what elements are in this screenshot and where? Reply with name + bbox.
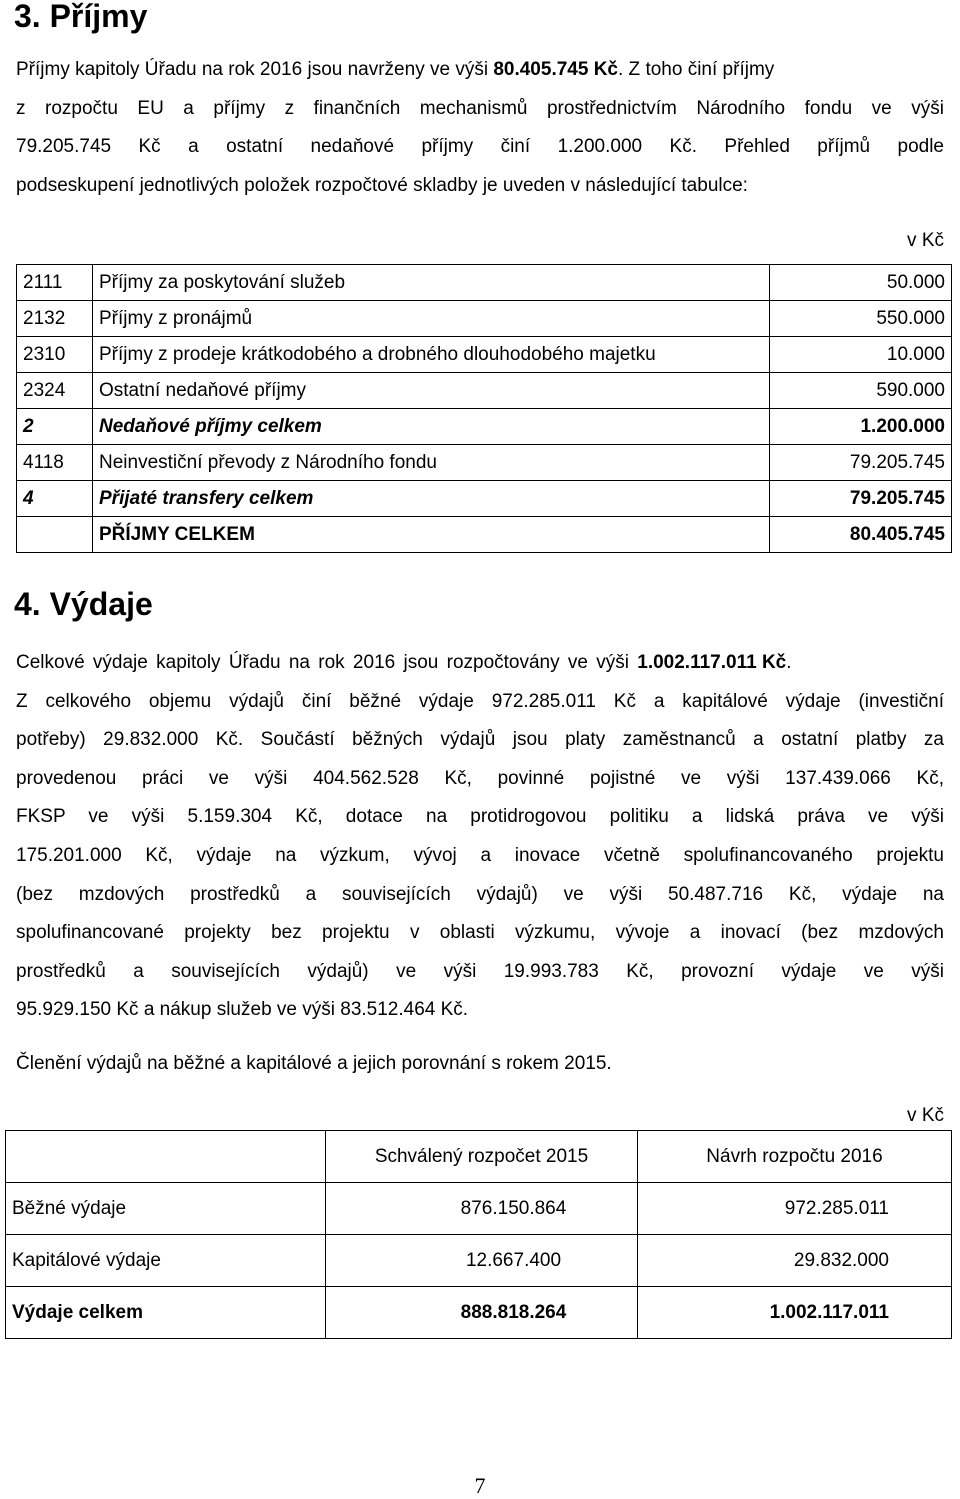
- value-2016: 29.832.000: [638, 1235, 952, 1287]
- value-2015: 12.667.400: [326, 1235, 638, 1287]
- item-value: 79.205.745: [770, 445, 952, 481]
- paragraph-line: FKSP ve výši 5.159.304 Kč, dotace na protidrogovou politiku a lidská práva ve výši: [16, 806, 944, 828]
- page-number: 7: [474, 1473, 486, 1498]
- paragraph-line: spolufinancované projekty bez projektu v oblasti výzkumu, vývoje a inovací (bez mzdových: [16, 922, 944, 944]
- section-4-paragraph: [16, 644, 944, 1030]
- currency-unit-label: v Kč: [907, 230, 944, 251]
- expenditure-table: [5, 1130, 952, 1339]
- item-value: 50.000: [770, 265, 952, 301]
- item-value: 79.205.745: [770, 481, 952, 517]
- revenue-table: [16, 264, 952, 553]
- value-2015: 876.150.864: [326, 1183, 638, 1235]
- value-2015: 888.818.264: [326, 1287, 638, 1339]
- paragraph-line: 175.201.000 Kč, výdaje na výzkum, vývoj a inovace včetně spolufinancovaného projektu: [16, 844, 944, 866]
- item-code: 2111: [17, 265, 93, 301]
- row-label: Kapitálové výdaje: [6, 1235, 326, 1287]
- item-name: Neinvestiční převody z Národního fondu: [93, 445, 770, 481]
- table-row: [17, 265, 952, 301]
- item-code: 4118: [17, 445, 93, 481]
- paragraph-line: 95.929.150 Kč a nákup služeb ve výši 83.512.464 Kč.: [16, 999, 469, 1021]
- header-cell: Návrh rozpočtu 2016: [638, 1131, 952, 1183]
- item-name: Přijaté transfery celkem: [93, 481, 770, 517]
- paragraph-line: prostředků a souvisejících výdajů) ve výši 19.993.783 Kč, provozní výdaje ve výši: [16, 960, 944, 982]
- paragraph-line: potřeby) 29.832.000 Kč. Součástí běžných výdajů jsou platy zaměstnanců a ostatní platby za: [16, 729, 944, 751]
- currency-unit-label: v Kč: [907, 1105, 944, 1126]
- item-value: 10.000: [770, 337, 952, 373]
- item-code: 2310: [17, 337, 93, 373]
- table-row: [6, 1183, 952, 1235]
- value-2016: 972.285.011: [638, 1183, 952, 1235]
- table-header-row: [6, 1131, 952, 1183]
- paragraph-line: provedenou práci ve výši 404.562.528 Kč, povinné pojistné ve výši 137.439.066 Kč,: [16, 767, 944, 789]
- table-row: [6, 1287, 952, 1339]
- table-row: [17, 517, 952, 553]
- item-name: Ostatní nedaňové příjmy: [93, 373, 770, 409]
- item-name: Nedaňové příjmy celkem: [93, 409, 770, 445]
- item-code: 2132: [17, 301, 93, 337]
- item-value: 590.000: [770, 373, 952, 409]
- section-4-title: 4. Výdaje: [14, 586, 153, 622]
- item-code: [17, 517, 93, 553]
- table-row: [6, 1235, 952, 1287]
- table-row: [17, 409, 952, 445]
- table-row: [17, 445, 952, 481]
- item-code: 2: [17, 409, 93, 445]
- paragraph-line: Z celkového objemu výdajů činí běžné výdaje 972.285.011 Kč a kapitálové výdaje (investiční: [16, 690, 944, 712]
- header-cell: [6, 1131, 326, 1183]
- item-name: Příjmy za poskytování služeb: [93, 265, 770, 301]
- table-row: [17, 481, 952, 517]
- item-name: Příjmy z pronájmů: [93, 301, 770, 337]
- item-value: 80.405.745: [770, 517, 952, 553]
- paragraph-line: z rozpočtu EU a příjmy z finančních mechanismů prostřednictvím Národního fondu ve výši: [16, 97, 944, 119]
- item-value: 1.200.000: [770, 409, 952, 445]
- section-3-title: 3. Příjmy: [14, 0, 148, 34]
- paragraph-line: Celkové výdaje kapitoly Úřadu na rok 2016 jsou rozpočtovány ve výši 1.002.117.011 Kč.: [16, 652, 792, 673]
- item-code: 2324: [17, 373, 93, 409]
- paragraph-line: 79.205.745 Kč a ostatní nedaňové příjmy činí 1.200.000 Kč. Přehled příjmů podle: [16, 136, 944, 158]
- section-3-paragraph: [16, 51, 944, 205]
- paragraph-line: (bez mzdových prostředků a souvisejících výdajů) ve výši 50.487.716 Kč, výdaje na: [16, 883, 944, 905]
- item-name: Příjmy z prodeje krátkodobého a drobného dlouhodobého majetku: [93, 337, 770, 373]
- table-row: [17, 337, 952, 373]
- item-name: PŘÍJMY CELKEM: [93, 517, 770, 553]
- expenditure-intro: Členění výdajů na běžné a kapitálové a jejich porovnání s rokem 2015.: [16, 1053, 612, 1074]
- table-row: [17, 301, 952, 337]
- value-2016: 1.002.117.011: [638, 1287, 952, 1339]
- table-row: [17, 373, 952, 409]
- header-cell: Schválený rozpočet 2015: [326, 1131, 638, 1183]
- item-value: 550.000: [770, 301, 952, 337]
- paragraph-line: podseskupení jednotlivých položek rozpočtové skladby je uveden v následující tabulce:: [16, 174, 748, 196]
- paragraph-line: Příjmy kapitoly Úřadu na rok 2016 jsou navrženy ve výši 80.405.745 Kč. Z toho činí příjmy: [16, 59, 775, 80]
- row-label: Výdaje celkem: [6, 1287, 326, 1339]
- row-label: Běžné výdaje: [6, 1183, 326, 1235]
- item-code: 4: [17, 481, 93, 517]
